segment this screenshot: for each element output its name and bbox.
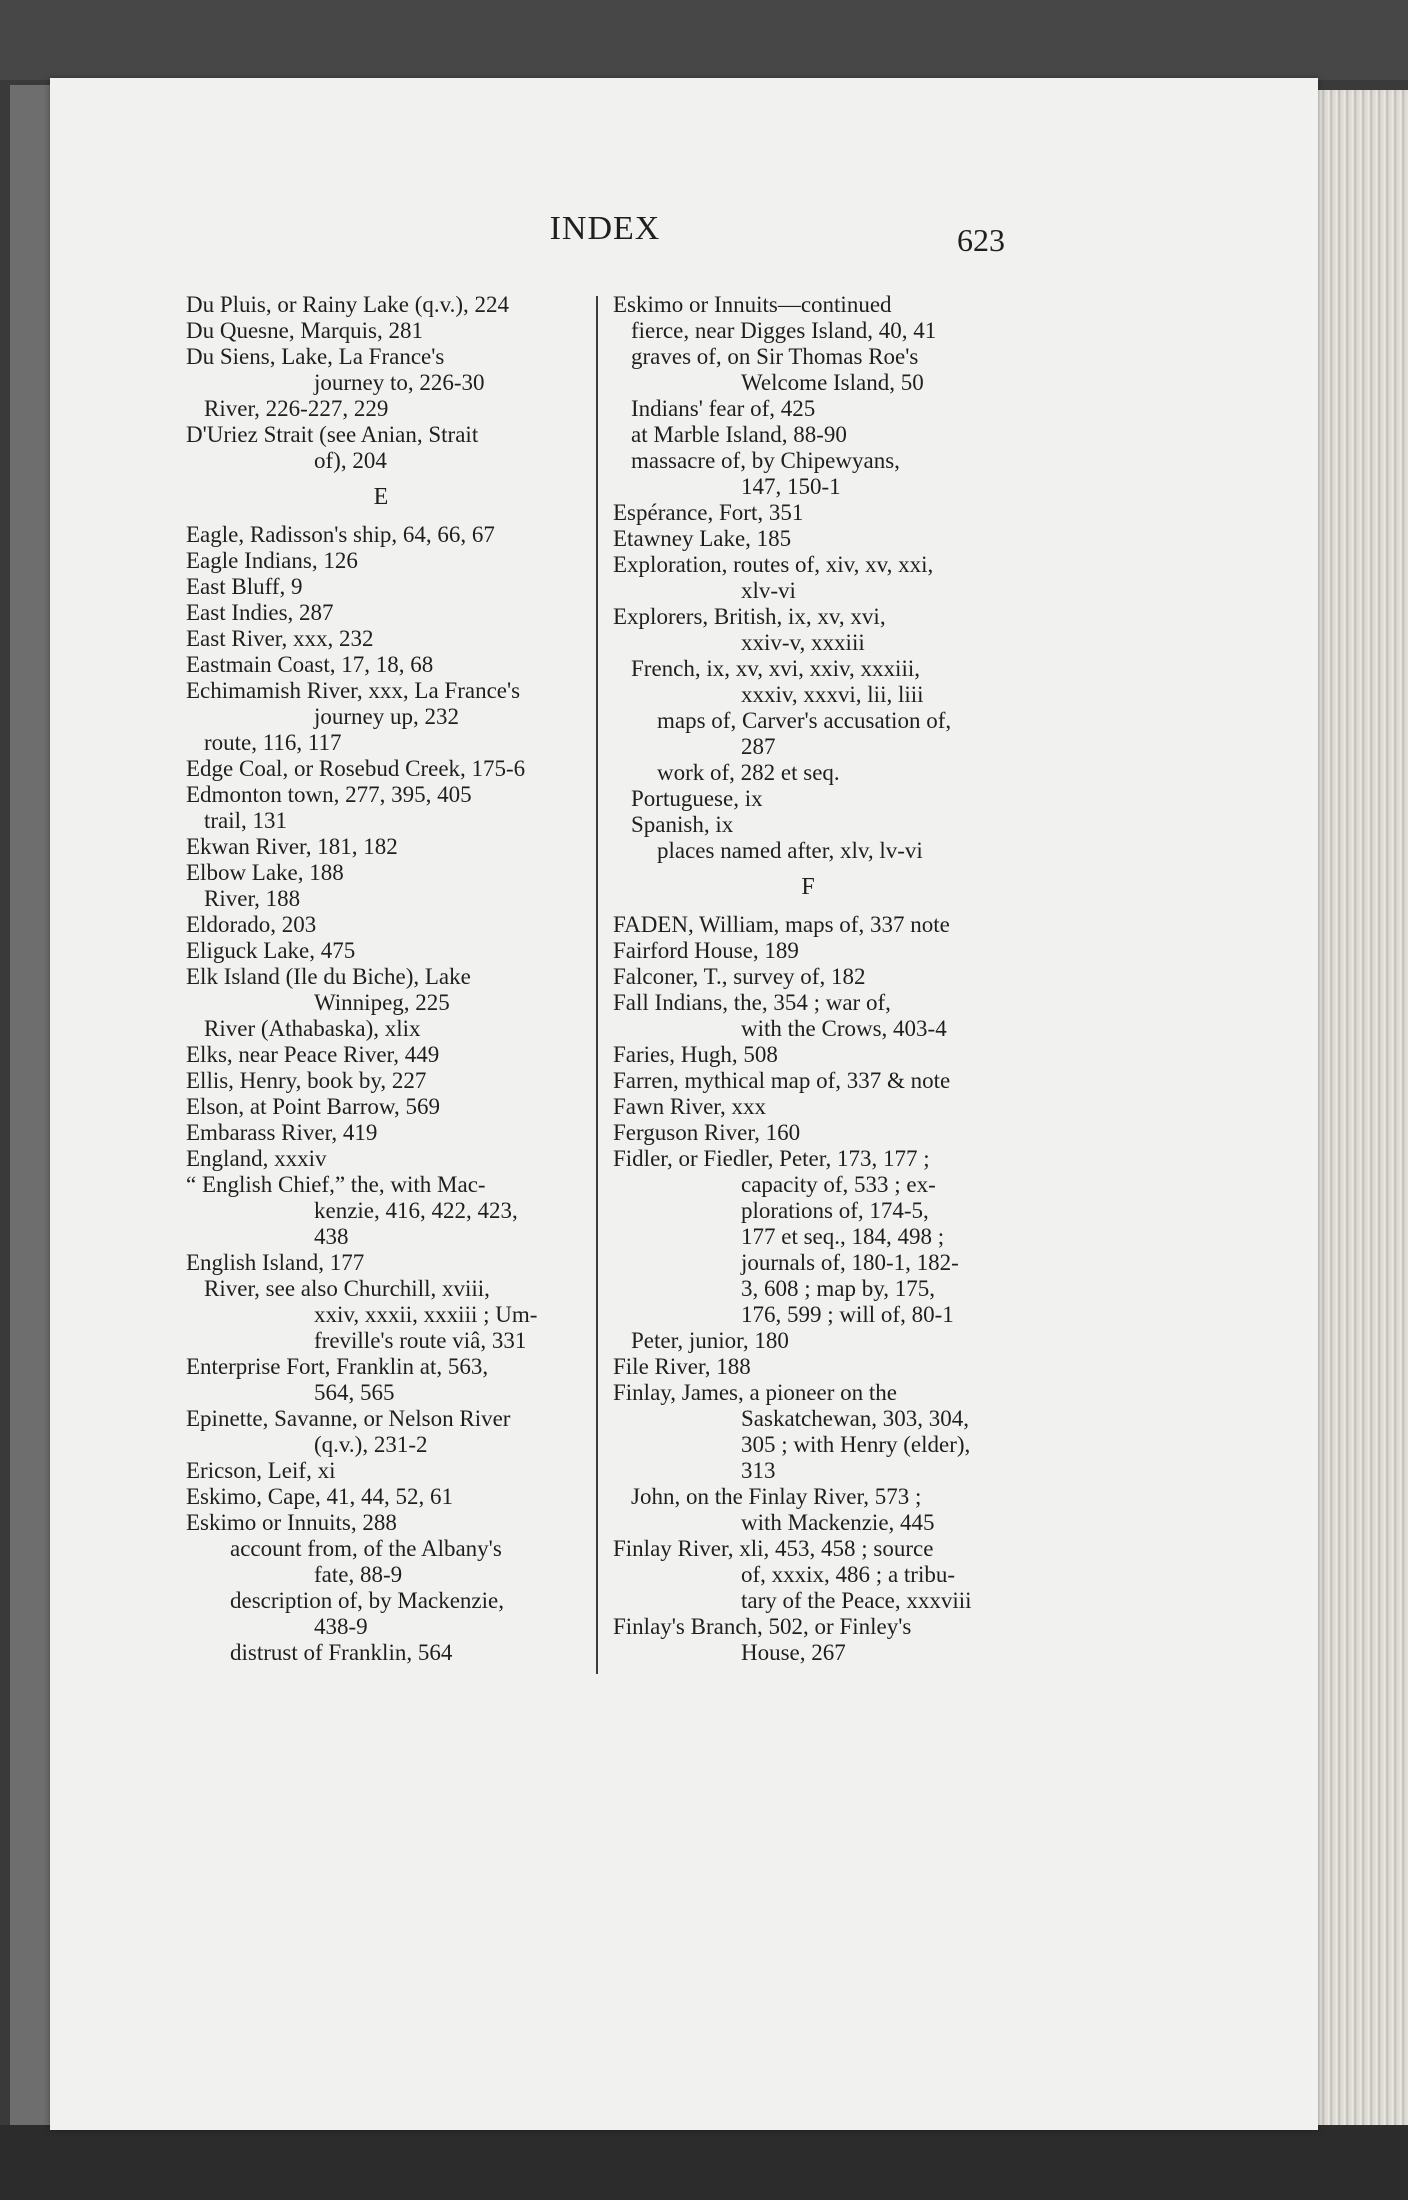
index-entry-continuation: of), 204 bbox=[314, 448, 387, 473]
letter-heading: F bbox=[801, 874, 815, 900]
index-subentry: Indians' fear of, 425 bbox=[631, 396, 816, 421]
index-entry-continuation: journey up, 232 bbox=[314, 704, 460, 729]
index-subentry: massacre of, by Chipewyans, bbox=[631, 448, 900, 473]
index-entry: Echimamish River, xxx, La France's bbox=[186, 678, 521, 703]
index-entry: England, xxxiv bbox=[186, 1146, 327, 1171]
index-subentry: maps of, Carver's accusation of, bbox=[657, 708, 952, 733]
index-entry-continuation: 305 ; with Henry (elder), bbox=[741, 1432, 971, 1457]
index-entry: Eldorado, 203 bbox=[186, 912, 317, 937]
index-entry: Eliguck Lake, 475 bbox=[186, 938, 356, 963]
index-column-left bbox=[186, 292, 576, 1666]
index-subentry: Portuguese, ix bbox=[631, 786, 763, 811]
index-entry-continuation: House, 267 bbox=[741, 1640, 846, 1665]
index-entry: Enterprise Fort, Franklin at, 563, bbox=[186, 1354, 489, 1379]
index-subentry: Peter, junior, 180 bbox=[631, 1328, 789, 1353]
index-entry-continuation: 287 bbox=[741, 734, 776, 759]
index-entry-continuation: 177 et seq., 184, 498 ; bbox=[741, 1224, 945, 1249]
index-entry-continuation: with the Crows, 403-4 bbox=[741, 1016, 947, 1041]
index-entry: Falconer, T., survey of, 182 bbox=[613, 964, 866, 989]
index-subentry: River, 188 bbox=[204, 886, 301, 911]
index-entry: Ericson, Leif, xi bbox=[186, 1458, 336, 1483]
index-entry: Du Pluis, or Rainy Lake (q.v.), 224 bbox=[186, 292, 510, 317]
index-entry-continuation: 313 bbox=[741, 1458, 776, 1483]
index-entry: Explorers, British, ix, xv, xvi, bbox=[613, 604, 886, 629]
index-entry: Eskimo or Innuits, 288 bbox=[186, 1510, 397, 1535]
index-entry: Farren, mythical map of, 337 & note bbox=[613, 1068, 951, 1093]
index-column-right bbox=[613, 292, 1003, 1666]
index-entry: Finlay's Branch, 502, or Finley's bbox=[613, 1614, 912, 1639]
index-entry-continuation: with Mackenzie, 445 bbox=[741, 1510, 935, 1535]
index-entry-continuation: tary of the Peace, xxxviii bbox=[741, 1588, 972, 1613]
index-subentry: account from, of the Albany's bbox=[230, 1536, 502, 1561]
index-subentry: graves of, on Sir Thomas Roe's bbox=[631, 344, 919, 369]
index-entry: Epinette, Savanne, or Nelson River bbox=[186, 1406, 511, 1431]
index-entry: Eagle, Radisson's ship, 64, 66, 67 bbox=[186, 522, 495, 547]
index-entry-continuation: 147, 150-1 bbox=[741, 474, 841, 499]
index-entry: Ekwan River, 181, 182 bbox=[186, 834, 398, 859]
index-entry: Exploration, routes of, xiv, xv, xxi, bbox=[613, 552, 934, 577]
index-entry: Elson, at Point Barrow, 569 bbox=[186, 1094, 441, 1119]
index-entry-continuation: xlv-vi bbox=[741, 578, 796, 603]
index-entry: Edmonton town, 277, 395, 405 bbox=[186, 782, 472, 807]
running-title: INDEX bbox=[549, 210, 661, 247]
index-entry-continuation: capacity of, 533 ; ex- bbox=[741, 1172, 936, 1197]
index-entry: English Island, 177 bbox=[186, 1250, 365, 1275]
index-subentry: description of, by Mackenzie, bbox=[230, 1588, 504, 1613]
index-entry-continuation: of, xxxix, 486 ; a tribu- bbox=[741, 1562, 955, 1587]
index-entry-continuation: 438 bbox=[314, 1224, 349, 1249]
index-entry: Finlay River, xli, 453, 458 ; source bbox=[613, 1536, 934, 1561]
index-entry-continuation: 176, 599 ; will of, 80-1 bbox=[741, 1302, 954, 1327]
index-entry-continuation: xxiv, xxxii, xxxiii ; Um- bbox=[314, 1302, 538, 1327]
index-subentry: French, ix, xv, xvi, xxiv, xxxiii, bbox=[631, 656, 920, 681]
index-entry: Embarass River, 419 bbox=[186, 1120, 378, 1145]
index-entry: Elks, near Peace River, 449 bbox=[186, 1042, 440, 1067]
index-entry-continuation: xxiv-v, xxxiii bbox=[741, 630, 865, 655]
index-entry: Fidler, or Fiedler, Peter, 173, 177 ; bbox=[613, 1146, 930, 1171]
index-subentry: distrust of Franklin, 564 bbox=[230, 1640, 453, 1665]
index-entry: Edge Coal, or Rosebud Creek, 175-6 bbox=[186, 756, 526, 781]
index-subentry: places named after, xlv, lv-vi bbox=[657, 838, 923, 863]
index-entry: Faries, Hugh, 508 bbox=[613, 1042, 778, 1067]
index-entry: Eskimo, Cape, 41, 44, 52, 61 bbox=[186, 1484, 454, 1509]
index-subentry: at Marble Island, 88-90 bbox=[631, 422, 847, 447]
index-entry: Fawn River, xxx bbox=[613, 1094, 767, 1119]
index-entry-continuation: journey to, 226-30 bbox=[314, 370, 485, 395]
index-entry-continuation: Saskatchewan, 303, 304, bbox=[741, 1406, 970, 1431]
index-subentry: Spanish, ix bbox=[631, 812, 734, 837]
index-subentry: route, 116, 117 bbox=[204, 730, 342, 755]
index-subentry: River, 226-227, 229 bbox=[204, 396, 389, 421]
scanner-background-bottom bbox=[0, 2125, 1408, 2200]
index-entry: Eagle Indians, 126 bbox=[186, 548, 358, 573]
scanner-background-top bbox=[0, 0, 1408, 80]
index-subentry: River, see also Churchill, xviii, bbox=[204, 1276, 490, 1301]
index-entry-continuation: Welcome Island, 50 bbox=[741, 370, 924, 395]
index-entry-continuation: xxxiv, xxxvi, lii, liii bbox=[741, 682, 924, 707]
index-entry: East Indies, 287 bbox=[186, 600, 334, 625]
index-entry: Fall Indians, the, 354 ; war of, bbox=[613, 990, 891, 1015]
index-entry: Ellis, Henry, book by, 227 bbox=[186, 1068, 427, 1093]
index-subentry: fierce, near Digges Island, 40, 41 bbox=[631, 318, 937, 343]
letter-heading: E bbox=[373, 484, 389, 510]
index-entry-continuation: freville's route viâ, 331 bbox=[314, 1328, 527, 1353]
book-spine-edge bbox=[10, 85, 50, 2125]
index-entry: Du Quesne, Marquis, 281 bbox=[186, 318, 423, 343]
index-entry: FADEN, William, maps of, 337 note bbox=[613, 912, 950, 937]
index-entry: Espérance, Fort, 351 bbox=[613, 500, 804, 525]
index-entry-continuation: Winnipeg, 225 bbox=[314, 990, 450, 1015]
index-entry-continuation: (q.v.), 231-2 bbox=[314, 1432, 428, 1457]
index-entry-continuation: journals of, 180-1, 182- bbox=[741, 1250, 959, 1275]
book-page-edges bbox=[1318, 90, 1408, 2130]
index-entry: Ferguson River, 160 bbox=[613, 1120, 801, 1145]
index-entry: “ English Chief,” the, with Mac- bbox=[186, 1172, 486, 1197]
index-subentry: trail, 131 bbox=[204, 808, 288, 833]
index-subentry: John, on the Finlay River, 573 ; bbox=[631, 1484, 922, 1509]
index-entry: East River, xxx, 232 bbox=[186, 626, 374, 651]
index-entry: Eastmain Coast, 17, 18, 68 bbox=[186, 652, 434, 677]
index-entry: Fairford House, 189 bbox=[613, 938, 799, 963]
index-entry-continuation: fate, 88-9 bbox=[314, 1562, 403, 1587]
index-entry-continuation: 564, 565 bbox=[314, 1380, 395, 1405]
column-divider bbox=[596, 296, 598, 1674]
index-entry: Elk Island (Ile du Biche), Lake bbox=[186, 964, 471, 989]
index-entry-continuation: 3, 608 ; map by, 175, bbox=[741, 1276, 935, 1301]
index-entry-continuation: kenzie, 416, 422, 423, bbox=[314, 1198, 518, 1223]
index-entry-continuation: 438-9 bbox=[314, 1614, 368, 1639]
index-subentry: work of, 282 et seq. bbox=[657, 760, 840, 785]
index-entry-continuation: plorations of, 174-5, bbox=[741, 1198, 929, 1223]
page-number: 623 bbox=[957, 222, 1005, 258]
index-entry: D'Uriez Strait (see Anian, Strait bbox=[186, 422, 479, 447]
index-entry: Elbow Lake, 188 bbox=[186, 860, 344, 885]
index-entry: Eskimo or Innuits—continued bbox=[613, 292, 892, 317]
index-entry: Finlay, James, a pioneer on the bbox=[613, 1380, 898, 1405]
index-entry: Du Siens, Lake, La France's bbox=[186, 344, 445, 369]
index-entry: Etawney Lake, 185 bbox=[613, 526, 792, 551]
index-subentry: River (Athabaska), xlix bbox=[204, 1016, 421, 1041]
index-entry: File River, 188 bbox=[613, 1354, 751, 1379]
index-entry: East Bluff, 9 bbox=[186, 574, 303, 599]
